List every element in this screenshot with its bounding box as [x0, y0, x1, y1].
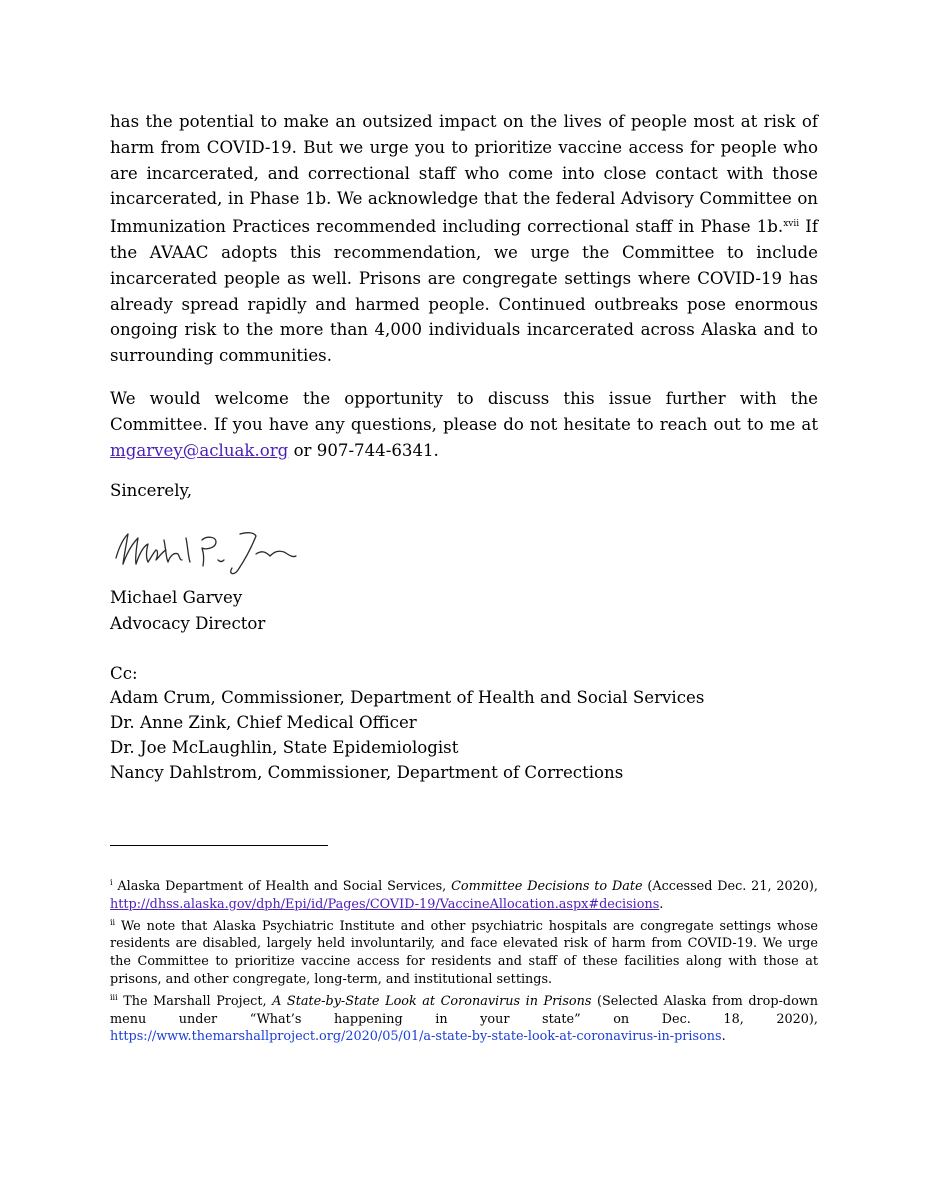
body-paragraph-2: [110, 386, 818, 463]
phone-text: or 907-744-6341.: [288, 440, 439, 460]
footnote-text: (Accessed Dec. 21, 2020),: [642, 879, 818, 894]
footnote-marker: iii: [110, 992, 118, 1002]
paragraph-1-text: has the potential to make an outsized impact on the lives of people most at risk of harm from COVID-19. But we urge you to prioritize vaccine access for people who are incarcerated, and correctional staff who come into close contact with those incarcerated, in Phase 1b. We acknowledge that the federal Advisory Committee on Immunization Practices recommended including correctional staff in Phase 1b.: [110, 112, 818, 237]
cc-recipient: Nancy Dahlstrom, Commissioner, Department of Corrections: [110, 763, 624, 782]
footnote-end: .: [659, 896, 664, 912]
footnote-link[interactable]: http://dhss.alaska.gov/dph/Epi/id/Pages/COVID-19/VaccineAllocation.aspx#decisions: [110, 896, 660, 912]
endnote-marker-xvii: xvii: [783, 219, 800, 230]
email-link[interactable]: mgarvey@acluak.org: [110, 440, 289, 460]
footnote-title: Committee Decisions to Date: [451, 879, 643, 894]
footnote-title: A State-by-State Look at Coronavirus in Prisons: [272, 993, 592, 1009]
cc-recipient: Adam Crum, Commissioner, Department of Health and Social Services: [110, 688, 705, 707]
closing-salutation: Sincerely,: [110, 481, 192, 500]
paragraph-2-text: We would welcome the opportunity to discuss this issue further with the Committee. If you have any questions, please do not hesitate to reach out to me at: [110, 389, 818, 434]
footnote-ii: [110, 914, 818, 989]
footnote-text: The Marshall Project,: [117, 993, 273, 1009]
cc-recipient: Dr. Anne Zink, Chief Medical Officer: [110, 713, 417, 732]
cc-label: Cc:: [110, 664, 138, 683]
signer-name: Michael Garvey: [110, 588, 243, 607]
footnote-end: .: [721, 1029, 726, 1045]
footnotes: [110, 874, 818, 1046]
footnote-text: Alaska Department of Health and Social Services,: [112, 879, 452, 894]
footnote-text: We note that Alaska Psychiatric Institute and other psychiatric hospitals are congregate settings whose residents are disabled, largely held involuntarily, and face elevated risk of harm from COVID-19. We urge the Committee to prioritize vaccine access for residents and staff of these facilities along with those at prisons, and other congregate, long-term, and institutional settings.: [110, 918, 818, 987]
footnote-marker: ii: [110, 917, 116, 927]
signature-image: [106, 520, 306, 580]
signer-title: Advocacy Director: [110, 614, 266, 633]
paragraph-1-text-continued: If the AVAAC adopts this recommendation, we urge the Committee to include incarcerated people as well. Prisons are congregate settings where COVID-19 has already spread rapidly and harmed people. Continued outbreaks pose enormous ongoing risk to the more than 4,000 individuals incarcerated across Alaska and to surrounding communities.: [110, 217, 818, 366]
footnote-text: (Selected Alaska from drop-down menu under “What’s happening in your state” on Dec. 18, 2020),: [110, 993, 818, 1027]
cc-recipient: Dr. Joe McLaughlin, State Epidemiologist: [110, 738, 459, 757]
footnote-marker: i: [110, 878, 113, 887]
footnote-iii: [110, 989, 818, 1046]
footnote-separator: [110, 845, 328, 846]
footnote-link[interactable]: https://www.themarshallproject.org/2020/05/01/a-state-by-state-look-at-coronavirus-in-prisons: [110, 1029, 722, 1045]
footnote-i: [110, 874, 818, 914]
body-paragraph-1: [110, 109, 818, 369]
